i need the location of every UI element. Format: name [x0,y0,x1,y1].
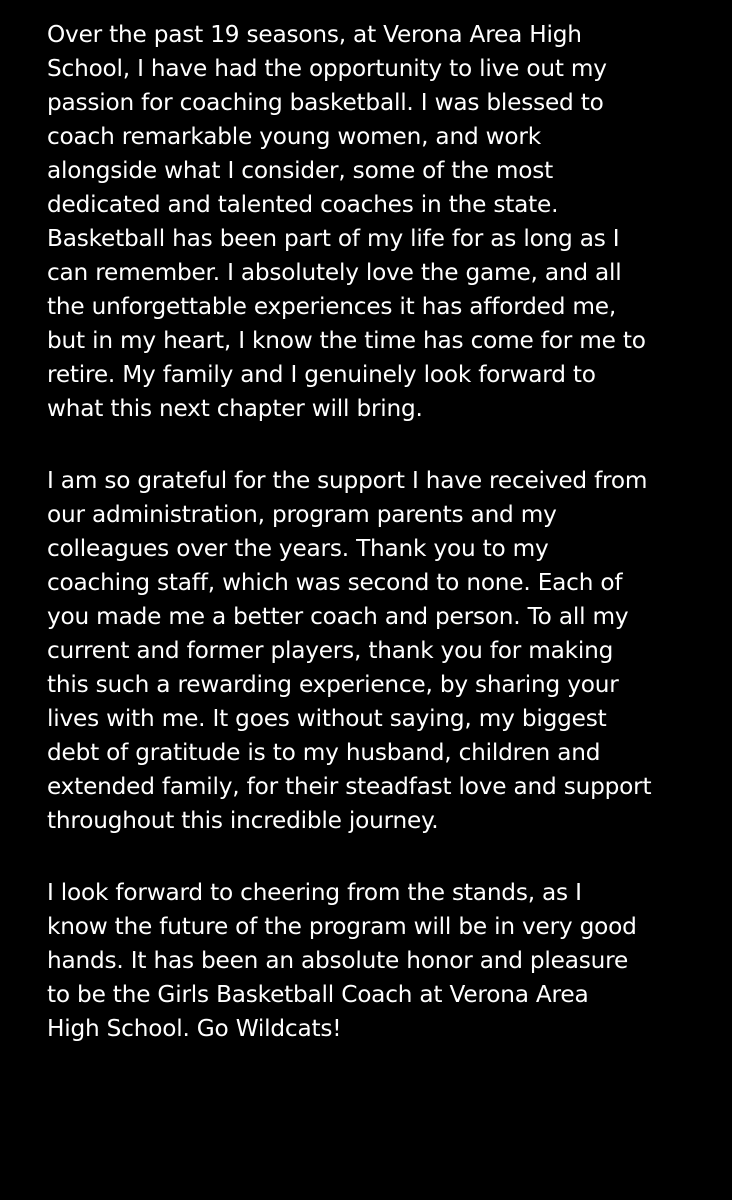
paragraph-1: Over the past 19 seasons, at Verona Area High School, I have had the opportunity to live out my passion for coaching basketball. I was blessed to coach remarkable young women, and work alongside what I consider, some of the most dedicated and talented coaches in the state. Basketball has been part of my life for as long as I can remember. I absolutely love the game, and all the unforgettable experiences it has afforded me, but in my heart, I know the time has come for me to retire. My family and I genuinely look forward to what this next chapter will bring. [47,21,646,422]
paragraph-3: I look forward to cheering from the stands, as I know the future of the program will be in very good hands. It has been an absolute honor and pleasure to be the Girls Basketball Coach at Verona Area High School. Go Wildcats! [47,879,637,1042]
paragraph-2: I am so grateful for the support I have received from our administration, program parents and my colleagues over the years. Thank you to my coaching staff, which was second to none. Each of you made me a better coach and person. To all my current and former players, thank you for making this such a rewarding experience, by sharing your lives with me. It goes without saying, my biggest debt of gratitude is to my husband, children and extended family, for their steadfast love and support throughout this incredible journey. [47,467,652,834]
